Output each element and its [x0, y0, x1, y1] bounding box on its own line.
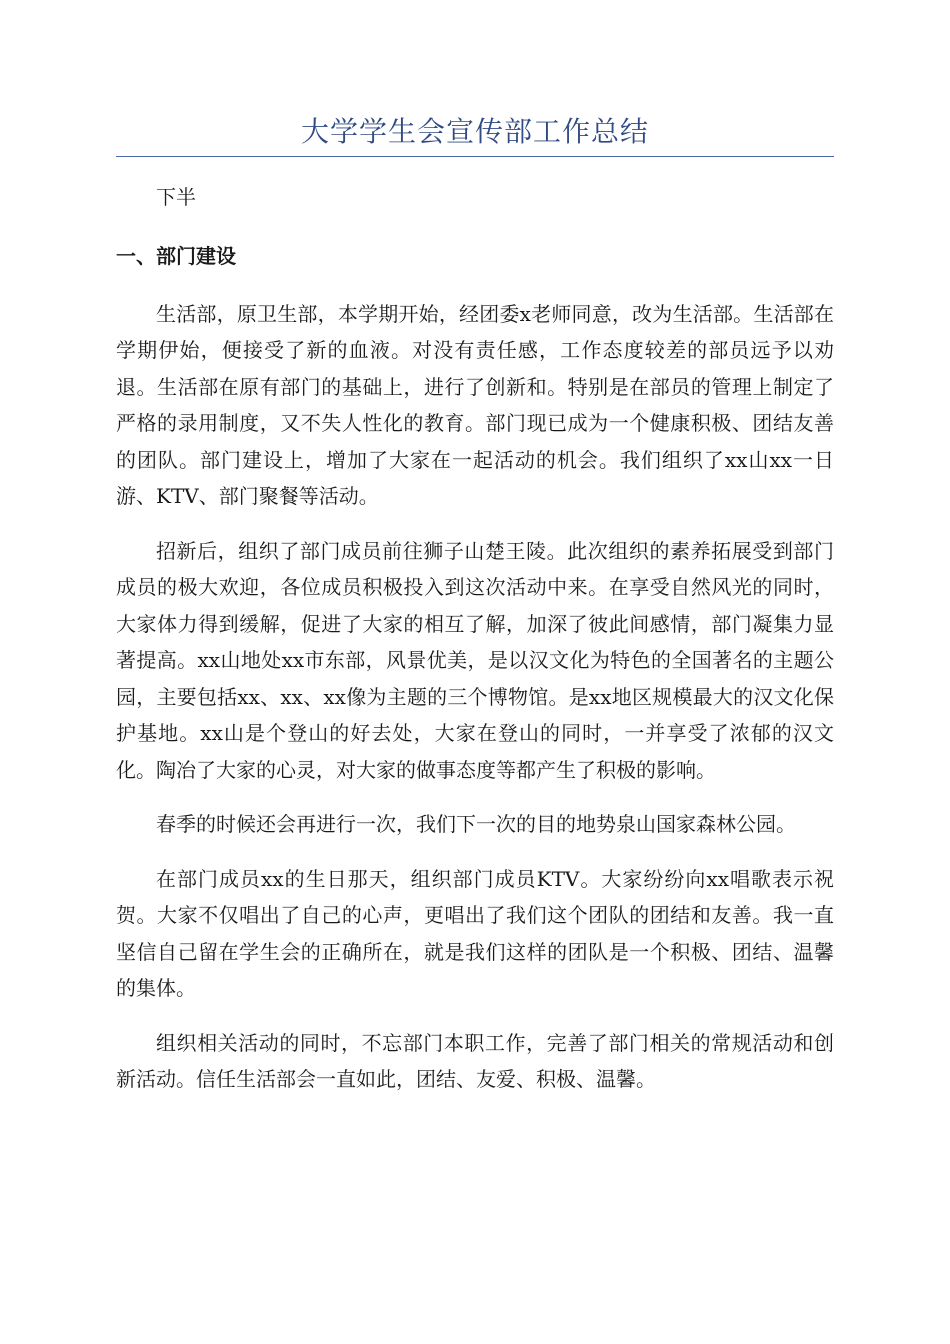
paragraph-3: 春季的时候还会再进行一次，我们下一次的目的地势泉山国家森林公园。 [156, 812, 796, 836]
title-underline [116, 156, 834, 157]
paragraph-1: 生活部，原卫生部，本学期开始，经团委x老师同意，改为生活部。生活部在学期伊始，便接受了新的血液。对没有责任感，工作态度较差的部员远予以劝退。生活部在原有部门的基础上，进行了创新和。特别是在部员的管理上制定了严格的录用制度，又不失人性化的教育。部门现已成为一个健康积极、团结友善的团队。部门建设上，增加了大家在一起活动的机会。我们组织了xx山xx一日游、KTV、部门聚餐等活动。 [116, 301, 834, 508]
document-title: 大学学生会宣传部工作总结 [300, 115, 649, 148]
paragraph-2: 招新后，组织了部门成员前往狮子山楚王陵。此次组织的素养拓展受到部门成员的极大欢迎，各位成员积极投入到这次活动中来。在享受自然风光的同时，大家体力得到缓解，促进了大家的相互了解，加深了彼此间感情，部门凝集力显著提高。xx山地处xx市东部，风景优美，是以汉文化为特色的全国著名的主题公园，主要包括xx、xx、xx像为主题的三个博物馆。是xx地区规模最大的汉文化保护基地。xx山是个登山的好去处，大家在登山的同时，一并享受了浓郁的汉文化。陶冶了大家的心灵，对大家的做事态度等都产生了积极的影响。 [116, 538, 834, 782]
paragraph-4: 在部门成员xx的生日那天，组织部门成员KTV。大家纷纷向xx唱歌表示祝贺。大家不仅唱出了自己的心声，更唱出了我们这个团队的团结和友善。我一直坚信自己留在学生会的正确所在，就是我们这样的团队是一个积极、团结、温馨的集体。 [116, 866, 834, 1000]
paragraph-5: 组织相关活动的同时，不忘部门本职工作，完善了部门相关的常规活动和创新活动。信任生活部会一直如此，团结、友爱、积极、温馨。 [116, 1030, 834, 1091]
section-heading: 一、部门建设 [116, 243, 236, 268]
lead-text: 下半 [156, 185, 196, 209]
